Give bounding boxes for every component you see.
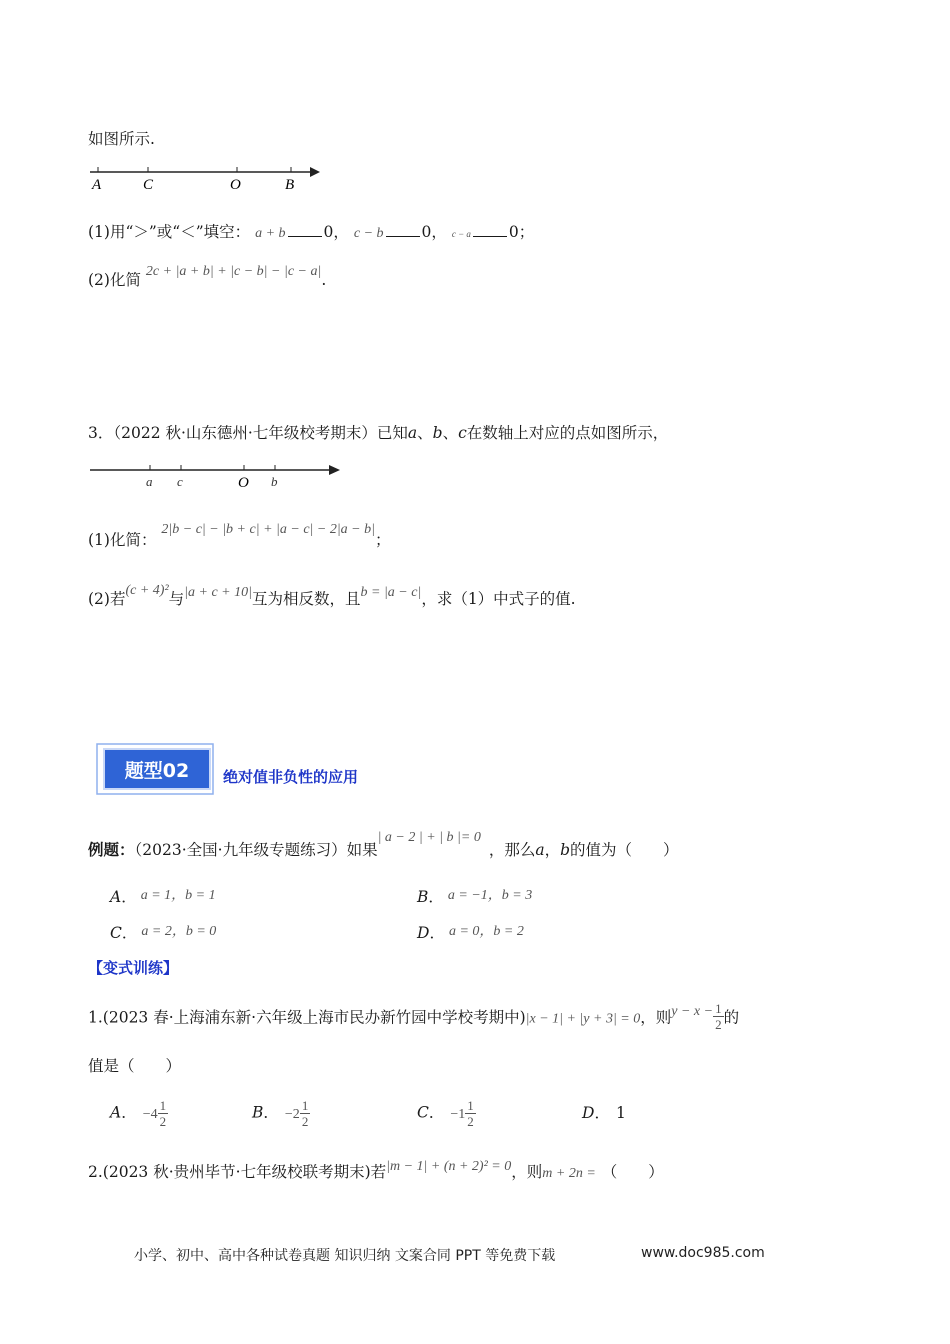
q3-rest: 在数轴上对应的点如图所示， — [466, 424, 669, 442]
axis-label-b: B — [285, 177, 295, 193]
example-option-b[interactable]: B． a = −1，b = 3 — [417, 888, 533, 906]
option-text: a = 2，b = 0 — [141, 924, 217, 939]
answer-blank-3[interactable] — [473, 222, 507, 237]
q3-stem — [88, 421, 668, 443]
v1-mid: ，则 — [640, 1008, 672, 1027]
section-badge-text: 题型02 — [124, 760, 190, 782]
example-option-c[interactable]: C． a = 2，b = 0 — [110, 924, 217, 942]
q2-expr2: c − b — [353, 226, 384, 241]
number-line-2 — [86, 458, 346, 492]
frac-den: 2 — [301, 1114, 309, 1129]
example-option-d[interactable]: D． a = 0，b = 2 — [417, 924, 524, 942]
option-text: a = 0，b = 2 — [448, 924, 524, 939]
v2-source: (2023 秋·贵州毕节·七年级校联考期末)若 — [102, 1163, 387, 1181]
v2-number: 2. — [88, 1163, 103, 1181]
option-fraction — [158, 1098, 169, 1129]
axis-label-b: b — [271, 474, 278, 489]
axis-label-a: a — [146, 474, 153, 489]
option-whole: −2 — [284, 1106, 300, 1122]
option-text: a = −1，b = 3 — [447, 888, 533, 903]
v1-number: 1. — [88, 1008, 103, 1027]
option-letter: A — [110, 1103, 122, 1122]
q3-var-b: b — [432, 424, 443, 442]
footer-text: 小学、初中、高中各种试卷真题 知识归纳 文案合同 PPT 等免费下载 — [134, 1248, 556, 1264]
axis-label-c: c — [177, 474, 183, 489]
option-letter: C — [110, 924, 122, 942]
option-letter: D — [582, 1104, 595, 1122]
q3-part2-mid1: 与 — [168, 590, 185, 608]
example-source: （2023·全国·九年级专题练习）如果 — [134, 841, 378, 859]
q3-part1-suffix: ； — [374, 531, 391, 549]
v2-expr: |m − 1| + (n + 2)² = 0 — [386, 1159, 512, 1174]
v1-option-a[interactable]: A． −4 $\frac{1}{2}$ — [110, 1098, 167, 1129]
q3-source: （2022 秋·山东德州·七年级校考期末）已知 — [113, 424, 408, 442]
q3-part2-mid2: 互为相反数，且 — [251, 590, 361, 608]
example-mid: ，那么 — [488, 841, 536, 859]
q2-part2-expr: 2c + |a + b| + |c − b| − |c − a| — [145, 264, 322, 279]
option-fraction — [465, 1098, 476, 1129]
q3-part1-expr: 2|b − c| − |b + c| + |a − c| − 2|a − b| — [161, 522, 375, 537]
q2-expr3: c − a — [451, 229, 471, 239]
q2-part2 — [88, 264, 327, 290]
frac-num: 1 — [467, 1098, 474, 1113]
q3-part1-prefix: (1)化简： — [88, 531, 157, 549]
option-whole: −1 — [450, 1106, 466, 1122]
q2-part2-suffix: . — [321, 271, 327, 289]
section-title: 绝对值非负性的应用 — [223, 768, 359, 786]
footer-link[interactable]: www.doc985.com — [641, 1245, 765, 1261]
axis-label-o: O — [238, 475, 249, 491]
v1-stem — [88, 1003, 739, 1034]
v1-line2: 值是（ ） — [88, 1057, 182, 1075]
intro-text: 如图所示. — [88, 130, 155, 148]
answer-blank-1[interactable] — [288, 222, 322, 237]
frac-num: 1 — [159, 1098, 167, 1113]
q3-part2-prefix: (2)若 — [88, 590, 126, 608]
axis-arrow — [310, 167, 320, 177]
q3-var-a: a — [407, 424, 418, 442]
v2-stem — [88, 1160, 664, 1182]
v2-mid: ，则 — [511, 1163, 543, 1181]
example-expr: | a − 2 | + | b |= 0 — [377, 830, 481, 845]
q3-part2-expr1: (c + 4)² — [125, 583, 169, 598]
v1-option-d[interactable]: D． 1 — [582, 1104, 626, 1122]
variant-label: 【变式训练】 — [88, 959, 179, 977]
option-letter: D — [417, 924, 430, 942]
number-line-1 — [86, 160, 326, 194]
axis-label-a: A — [92, 177, 102, 193]
answer-blank-2[interactable] — [386, 222, 420, 237]
example-stem — [88, 830, 679, 860]
q3-sep2: 、 — [442, 424, 459, 442]
q3-part2 — [88, 583, 576, 609]
example-var-b: b — [560, 841, 571, 859]
section-badge — [94, 741, 218, 799]
v1-fraction — [713, 1001, 724, 1032]
example-var-a: a — [535, 841, 545, 859]
q2-part1 — [88, 220, 534, 242]
v2-suffix: （ ） — [601, 1163, 664, 1181]
axis-label-o: O — [230, 177, 241, 193]
q3-part2-expr3: b = |a − c| — [360, 585, 422, 600]
v1-option-c[interactable]: C． −1 $\frac{1}{2}$ — [417, 1098, 474, 1129]
v1-expr: |x − 1| + |y + 3| = 0 — [525, 1011, 641, 1027]
option-fraction — [300, 1098, 311, 1129]
v1-suffix: 的 — [723, 1008, 740, 1027]
example-comma: ， — [544, 841, 561, 859]
option-letter: B — [417, 888, 429, 906]
option-letter: A — [110, 888, 122, 906]
example-suffix: 的值为（ ） — [570, 841, 679, 859]
v2-expr2: m + 2n = — [542, 1166, 596, 1181]
q3-var-c: c — [458, 424, 467, 442]
v1-expr2: y − x − — [671, 1003, 714, 1019]
example-option-a[interactable]: A． a = 1，b = 1 — [110, 888, 216, 906]
q2-zero2: 0， — [421, 223, 447, 241]
option-whole: −4 — [142, 1106, 158, 1122]
q3-part1 — [88, 522, 391, 550]
example-label: 例题： — [88, 840, 135, 859]
frac-den: 2 — [467, 1114, 474, 1129]
q3-number: 3． — [88, 424, 114, 442]
q3-part2-suffix: ，求（1）中式子的值. — [421, 590, 576, 608]
option-letter: B — [252, 1103, 264, 1122]
q2-zero3: 0； — [508, 223, 535, 241]
q2-part1-prefix: (1)用“＞”或“＜”填空： — [88, 223, 251, 241]
axis-arrow — [329, 465, 340, 475]
q2-part2-prefix: (2)化简 — [88, 271, 141, 289]
axis-label-c: C — [143, 177, 154, 193]
option-text: a = 1，b = 1 — [140, 888, 216, 903]
frac-den: 2 — [159, 1114, 167, 1129]
option-letter: C — [417, 1103, 429, 1122]
frac-num: 1 — [301, 1098, 309, 1113]
q2-expr1: a + b — [255, 226, 286, 241]
option-text: 1 — [615, 1104, 626, 1122]
frac-num: 1 — [715, 1001, 722, 1016]
q2-zero1: 0， — [323, 223, 349, 241]
v1-option-b[interactable]: B． −2 $\frac{1}{2}$ — [252, 1098, 309, 1129]
frac-den: 2 — [715, 1017, 722, 1032]
q3-sep1: 、 — [417, 424, 433, 442]
q3-part2-expr2: |a + c + 10| — [184, 585, 252, 600]
v1-source: (2023 春·上海浦东新·六年级上海市民办新竹园中学校考期中) — [102, 1008, 526, 1027]
